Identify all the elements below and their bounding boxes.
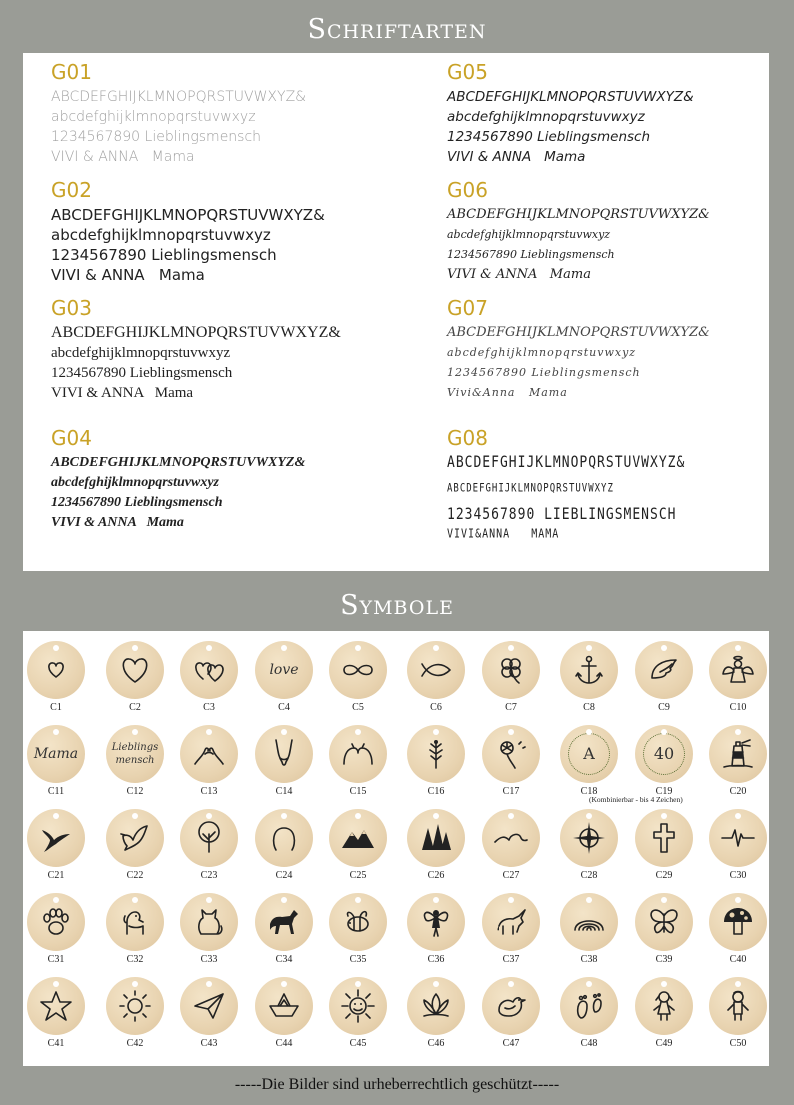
symbol-c43 — [178, 977, 240, 1057]
symbol-code: C20 — [729, 786, 747, 797]
symbol-c2 — [104, 641, 166, 721]
symbol-c31 — [25, 893, 87, 973]
symbol-code: C4 — [278, 702, 290, 713]
mountains-icon — [329, 809, 387, 867]
symbol-code: C3 — [203, 702, 215, 713]
symbol-c12 — [104, 725, 166, 805]
symbol-c49 — [633, 977, 695, 1057]
symbol-code: C24 — [275, 870, 293, 881]
symbol-c20 — [707, 725, 769, 805]
font-code: G01 — [51, 60, 92, 84]
dog-icon — [106, 893, 164, 951]
lieblingsmensch-script-icon — [106, 725, 164, 783]
symbol-c25 — [327, 809, 389, 889]
symbol-code: C46 — [427, 1038, 445, 1049]
symbol-code: C10 — [729, 702, 747, 713]
mushroom-icon — [709, 893, 767, 951]
symbol-c6 — [405, 641, 467, 721]
symbol-c4 — [253, 641, 315, 721]
horse-icon — [255, 893, 313, 951]
symbol-text: Lieblings mensch — [111, 742, 159, 766]
wildflower-icon — [407, 725, 465, 783]
symbol-code: C37 — [502, 954, 520, 965]
love-script-icon — [255, 641, 313, 699]
symbol-code: C27 — [502, 870, 520, 881]
symbol-c47 — [480, 977, 542, 1057]
uppercase-line: ABCDEFGHIJKLMNOPQRSTUVWXYZ& — [447, 325, 710, 340]
lowercase-line: abcdefghijklmnopqrstuvwxyz — [51, 226, 271, 244]
symbol-c3 — [178, 641, 240, 721]
symbol-c11 — [25, 725, 87, 805]
footprints-icon — [560, 977, 618, 1035]
angel-icon — [709, 641, 767, 699]
symbol-code: C33 — [200, 954, 218, 965]
lowercase-line: abcdefghijklmnopqrstuvwxyz — [447, 109, 645, 125]
symbol-code: C21 — [47, 870, 65, 881]
symbol-code: C22 — [126, 870, 144, 881]
symbol-c15 — [327, 725, 389, 805]
font-code: G04 — [51, 426, 92, 450]
symbol-c27 — [480, 809, 542, 889]
symbol-code: C48 — [580, 1038, 598, 1049]
fish-icon — [407, 641, 465, 699]
font-code: G02 — [51, 178, 92, 202]
lowercase-line: abcdefghijklmnopqrstuvwxyz — [51, 475, 220, 490]
symbol-text: 40 — [643, 733, 685, 775]
pinky-promise-icon — [180, 725, 238, 783]
symbol-code: C6 — [430, 702, 442, 713]
boy-icon — [709, 977, 767, 1035]
symbol-c41 — [25, 977, 87, 1057]
symbol-c24 — [253, 809, 315, 889]
font-code: G07 — [447, 296, 488, 320]
symbol-code: C30 — [729, 870, 747, 881]
lowercase-line: abcdefghijklmnopqrstuvwxyz — [51, 345, 231, 361]
paper-plane-icon — [180, 977, 238, 1035]
symbol-c42 — [104, 977, 166, 1057]
symbol-code: C32 — [126, 954, 144, 965]
dandelion-icon — [482, 725, 540, 783]
symbol-c16 — [405, 725, 467, 805]
numbers-line: 1234567890 Lieblingsmensch — [51, 129, 262, 145]
symbol-c46 — [405, 977, 467, 1057]
symbol-code: C23 — [200, 870, 218, 881]
names-line: VIVI & ANNA Mama — [447, 149, 586, 165]
symbol-code: C15 — [349, 786, 367, 797]
font-sample-g07 — [447, 297, 710, 403]
star-icon — [27, 977, 85, 1035]
unicorn-icon — [482, 893, 540, 951]
symbol-c32 — [104, 893, 166, 973]
copyright-footer: -----Die Bilder sind urheberrechtlich geschützt----- — [234, 1076, 560, 1093]
symbol-c23 — [178, 809, 240, 889]
symbol-code: C40 — [729, 954, 747, 965]
symbol-c26 — [405, 809, 467, 889]
uppercase-line: ABCDEFGHIJKLMNOPQRSTUVWXYZ& — [447, 89, 694, 105]
wreath-letter-icon — [560, 725, 618, 783]
symbol-c40 — [707, 893, 769, 973]
mama-script-icon — [27, 725, 85, 783]
symbol-code: C35 — [349, 954, 367, 965]
symbol-code: C14 — [275, 786, 293, 797]
symbol-c22 — [104, 809, 166, 889]
paw-icon — [27, 893, 85, 951]
symbols-panel — [23, 631, 769, 1066]
symbol-c44 — [253, 977, 315, 1057]
names-line: VIVI & ANNA Mama — [51, 266, 205, 284]
symbol-code: C7 — [505, 702, 517, 713]
combinable-note: (Kombinierbar - bis 4 Zeichen) — [589, 795, 683, 804]
symbol-c7 — [480, 641, 542, 721]
anchor-icon — [560, 641, 618, 699]
symbol-code: C44 — [275, 1038, 293, 1049]
wreath-number-icon — [635, 725, 693, 783]
cross-icon — [635, 809, 693, 867]
sun-face-icon — [329, 977, 387, 1035]
font-sample-g02 — [51, 179, 325, 285]
symbol-c10 — [707, 641, 769, 721]
lighthouse-icon — [709, 725, 767, 783]
symbol-c5 — [327, 641, 389, 721]
symbol-c13 — [178, 725, 240, 805]
symbol-c39 — [633, 893, 695, 973]
numbers-line: 1234567890 Lieblingsmensch — [447, 129, 651, 145]
font-code: G06 — [447, 178, 488, 202]
symbol-c18 — [558, 725, 620, 805]
symbol-code: C49 — [655, 1038, 673, 1049]
symbol-code: C25 — [349, 870, 367, 881]
symbol-c37 — [480, 893, 542, 973]
numbers-line: 1234567890 Lieblingsmensch — [51, 365, 233, 381]
symbol-code: C39 — [655, 954, 673, 965]
two-hearts-icon — [180, 641, 238, 699]
symbol-code: C8 — [583, 702, 595, 713]
font-sample-g03 — [51, 297, 341, 403]
symbol-code: C42 — [126, 1038, 144, 1049]
symbol-code: C45 — [349, 1038, 367, 1049]
symbol-c33 — [178, 893, 240, 973]
font-sample-g04 — [51, 427, 305, 533]
symbol-c19 — [633, 725, 695, 805]
fonts-section-title: Schriftarten — [307, 14, 487, 45]
butterfly-icon — [635, 893, 693, 951]
symbol-code: C9 — [658, 702, 670, 713]
heart-hands-icon — [329, 725, 387, 783]
girl-icon — [635, 977, 693, 1035]
lowercase-line: abcdefghijklmnopqrstuvwxyz — [51, 109, 256, 125]
symbol-code: C2 — [129, 702, 141, 713]
numbers-line: 1234567890 Lieblingsmensch — [51, 246, 277, 264]
symbol-text: A — [568, 733, 610, 775]
symbol-code: C12 — [126, 786, 144, 797]
names-line: VIVI & ANNA Mama — [51, 385, 194, 401]
wave-icon — [482, 809, 540, 867]
symbol-c36 — [405, 893, 467, 973]
names-line: VIVI&ANNA MAMA — [447, 527, 560, 542]
numbers-line: 1234567890 Lieblingsmensch — [447, 248, 615, 261]
symbol-c21 — [25, 809, 87, 889]
symbol-c38 — [558, 893, 620, 973]
symbol-c50 — [707, 977, 769, 1057]
font-code: G08 — [447, 426, 488, 450]
symbol-code: C28 — [580, 870, 598, 881]
symbol-code: C1 — [50, 702, 62, 713]
horseshoe-icon — [255, 809, 313, 867]
symbol-c45 — [327, 977, 389, 1057]
symbol-c34 — [253, 893, 315, 973]
symbol-code: C38 — [580, 954, 598, 965]
symbol-c9 — [633, 641, 695, 721]
symbol-code: C47 — [502, 1038, 520, 1049]
swallow-icon — [27, 809, 85, 867]
infinity-icon — [329, 641, 387, 699]
sun-icon — [106, 977, 164, 1035]
fairy-icon — [407, 893, 465, 951]
names-line: Vivi&Anna Mama — [447, 386, 568, 399]
lotus-icon — [407, 977, 465, 1035]
symbol-c48 — [558, 977, 620, 1057]
uppercase-small-line: ABCDEFGHIJKLMNOPQRSTUVWXYZ — [447, 482, 614, 496]
clover-icon — [482, 641, 540, 699]
symbol-text: Mama — [33, 745, 79, 762]
lowercase-line: abcdefghijklmnopqrstuvwxyz — [447, 346, 637, 359]
small-heart-icon — [27, 641, 85, 699]
symbol-code: C26 — [427, 870, 445, 881]
holding-hands-icon — [255, 725, 313, 783]
symbol-c1 — [25, 641, 87, 721]
uppercase-line: ABCDEFGHIJKLMNOPQRSTUVWXYZ& — [51, 455, 306, 470]
uppercase-line: ABCDEFGHIJKLMNOPQRSTUVWXYZ& — [447, 453, 686, 472]
symbol-code: C34 — [275, 954, 293, 965]
tree-icon — [180, 809, 238, 867]
symbol-c30 — [707, 809, 769, 889]
symbol-code: C29 — [655, 870, 673, 881]
uppercase-line: ABCDEFGHIJKLMNOPQRSTUVWXYZ& — [51, 324, 341, 341]
symbol-code: C31 — [47, 954, 65, 965]
uppercase-line: ABCDEFGHIJKLMNOPQRSTUVWXYZ& — [447, 207, 710, 222]
symbol-c14 — [253, 725, 315, 805]
bird-icon — [482, 977, 540, 1035]
rainbow-icon — [560, 893, 618, 951]
symbol-code: C19 — [655, 786, 673, 797]
symbol-c29 — [633, 809, 695, 889]
numbers-line: 1234567890 Lieblingsmensch — [447, 366, 641, 379]
heartbeat-icon — [709, 809, 767, 867]
symbol-code: C5 — [352, 702, 364, 713]
symbol-c17 — [480, 725, 542, 805]
wings-icon — [635, 641, 693, 699]
names-line: VIVI & ANNA Mama — [447, 267, 591, 282]
symbol-code: C36 — [427, 954, 445, 965]
lowercase-line: abcdefghijklmnopqrstuvwxyz — [447, 228, 611, 241]
heart-icon — [106, 641, 164, 699]
compass-icon — [560, 809, 618, 867]
dove-icon — [106, 809, 164, 867]
symbol-code: C43 — [200, 1038, 218, 1049]
symbol-code: C41 — [47, 1038, 65, 1049]
symbols-section-title: Symbole — [340, 590, 454, 621]
uppercase-line: ABCDEFGHIJKLMNOPQRSTUVWXYZ& — [51, 89, 307, 105]
symbol-code: C16 — [427, 786, 445, 797]
uppercase-line: ABCDEFGHIJKLMNOPQRSTUVWXYZ& — [51, 206, 325, 224]
numbers-line: 1234567890 Lieblingsmensch — [51, 495, 223, 510]
font-code: G05 — [447, 60, 488, 84]
symbol-code: C50 — [729, 1038, 747, 1049]
font-sample-g08 — [447, 427, 685, 545]
symbol-code: C17 — [502, 786, 520, 797]
symbol-text: love — [269, 661, 299, 678]
font-sample-g01 — [51, 61, 306, 167]
font-sample-g06 — [447, 179, 710, 285]
names-line: VIVI & ANNA Mama — [51, 515, 184, 530]
symbol-c28 — [558, 809, 620, 889]
forest-icon — [407, 809, 465, 867]
bee-icon — [329, 893, 387, 951]
names-line: VIVI & ANNA Mama — [51, 149, 195, 165]
symbol-c8 — [558, 641, 620, 721]
symbol-code: C13 — [200, 786, 218, 797]
numbers-line: 1234567890 LIEBLINGSMENSCH — [447, 505, 677, 524]
symbol-code: C18 — [580, 786, 598, 797]
symbol-code: C11 — [47, 786, 65, 797]
fonts-panel — [23, 53, 769, 571]
cat-icon — [180, 893, 238, 951]
font-code: G03 — [51, 296, 92, 320]
symbol-c35 — [327, 893, 389, 973]
font-sample-g05 — [447, 61, 694, 167]
paper-boat-icon — [255, 977, 313, 1035]
